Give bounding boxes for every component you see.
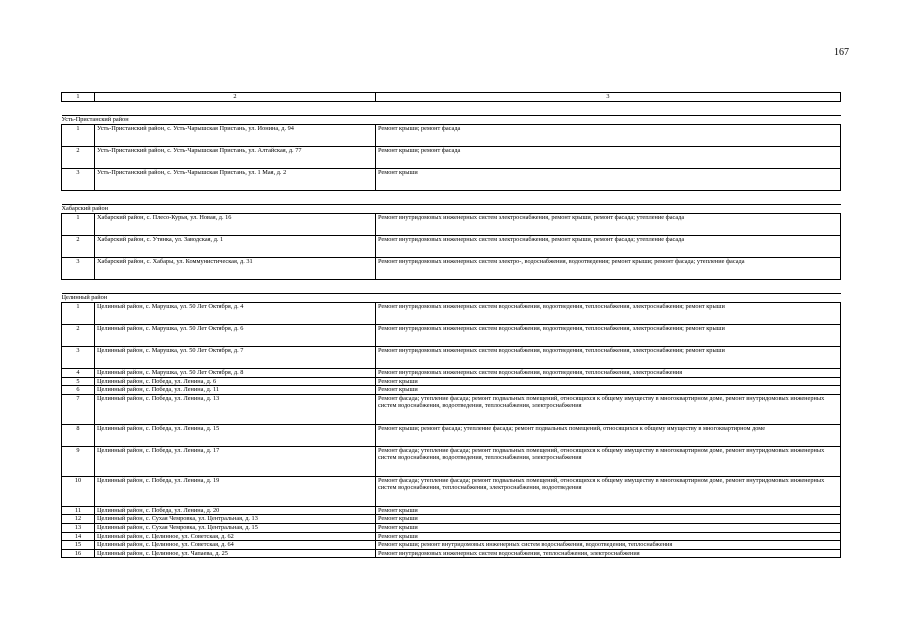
spacer-cell	[62, 280, 841, 294]
row-number: 15	[62, 541, 95, 550]
table-row	[62, 236, 841, 258]
row-address: Целинный район, с. Целинное, ул. Советская, д. 62	[95, 532, 376, 541]
table-row	[62, 303, 841, 325]
row-works: Ремонт фасада; утепление фасада; ремонт подвальных помещений, относящихся к общему имуществу в многоквартирном доме, ремонт внутридомовых инженерных систем водоснабжения, водоотведения, теплоснабжения, электроснабжения	[376, 394, 841, 424]
section-spacer	[62, 280, 841, 294]
row-address: Целинный район, с. Марушка, ул. 50 Лет Октября, д. 8	[95, 369, 376, 378]
row-number: 4	[62, 369, 95, 378]
row-works: Ремонт внутридомовых инженерных систем электро-, водоснабжения, водоотведения; ремонт крыши; ремонт фасада; утепление фасада	[376, 258, 841, 280]
row-number: 9	[62, 446, 95, 476]
table-row	[62, 147, 841, 169]
row-number: 3	[62, 258, 95, 280]
table-row	[62, 446, 841, 476]
row-address: Хабарский район, с. Плесо-Курья, ул. Новая, д. 16	[95, 214, 376, 236]
row-address: Усть-Пристанский район, с. Усть-Чарышская Пристань, ул. Алтайская, д. 77	[95, 147, 376, 169]
table-row	[62, 125, 841, 147]
row-works: Ремонт внутридомовых инженерных систем водоснабжения, водоотведения, теплоснабжения, электроснабжения; ремонт крыши	[376, 347, 841, 369]
table-row	[62, 506, 841, 515]
row-works: Ремонт крыши	[376, 506, 841, 515]
row-address: Целинный район, с. Марушка, ул. 50 Лет Октября, д. 6	[95, 325, 376, 347]
table-row	[62, 214, 841, 236]
row-number: 11	[62, 506, 95, 515]
row-address: Целинный район, с. Марушка, ул. 50 Лет Октября, д. 7	[95, 347, 376, 369]
row-works: Ремонт крыши; ремонт фасада; утепление фасада; ремонт подвальных помещений, относящихся к общему имуществу в многоквартирном доме	[376, 424, 841, 446]
row-number: 12	[62, 515, 95, 524]
table-row	[62, 394, 841, 424]
row-works: Ремонт внутридомовых инженерных систем электроснабжения, ремонт крыши, ремонт фасада; утепление фасада	[376, 236, 841, 258]
table-row	[62, 476, 841, 506]
row-address: Усть-Пристанский район, с. Усть-Чарышская Пристань, ул. Ионина, д. 94	[95, 125, 376, 147]
district-heading-row	[62, 294, 841, 303]
header-cell-address: 2	[95, 93, 376, 102]
row-works: Ремонт крыши	[376, 386, 841, 395]
spacer-cell	[62, 191, 841, 205]
repair-register-table	[61, 92, 841, 558]
row-works: Ремонт фасада; утепление фасада; ремонт подвальных помещений, относящихся к общему имуществу в многоквартирном доме, ремонт внутридомовых инженерных систем водоснабжения, теплоснабжения, электроснабжения, водоотведения	[376, 476, 841, 506]
district-heading: Хабарский район	[61, 205, 108, 212]
row-address: Целинный район, с. Целинное, ул. Чапаева, д. 25	[95, 549, 376, 558]
table-row	[62, 369, 841, 378]
row-works: Ремонт внутридомовых инженерных систем водоснабжения, водоотведения, теплоснабжения, электроснабжения; ремонт крыши	[376, 303, 841, 325]
header-row	[62, 93, 841, 102]
table-row	[62, 325, 841, 347]
table-row	[62, 549, 841, 558]
row-address: Целинный район, с. Победа, ул. Ленина, д. 17	[95, 446, 376, 476]
row-number: 7	[62, 394, 95, 424]
district-heading-row	[62, 116, 841, 125]
row-address: Целинный район, с. Победа, ул. Ленина, д. 13	[95, 394, 376, 424]
row-address: Целинный район, с. Победа, ул. Ленина, д. 6	[95, 377, 376, 386]
table-row	[62, 386, 841, 395]
table-row	[62, 515, 841, 524]
header-cell-number: 1	[62, 93, 95, 102]
table-body	[62, 93, 841, 558]
district-heading: Усть-Пристанский район	[61, 116, 129, 123]
row-address: Усть-Пристанский район, с. Усть-Чарышская Пристань, ул. 1 Мая, д. 2	[95, 169, 376, 191]
row-works: Ремонт крыши	[376, 169, 841, 191]
row-address: Целинный район, с. Победа, ул. Ленина, д. 15	[95, 424, 376, 446]
page-number: 167	[834, 47, 849, 58]
row-number: 2	[62, 236, 95, 258]
row-address: Хабарский район, с. Хабары, ул. Коммунистическая, д. 31	[95, 258, 376, 280]
table-row	[62, 377, 841, 386]
row-works: Ремонт крыши	[376, 377, 841, 386]
row-number: 5	[62, 377, 95, 386]
header-cell-works: 3	[376, 93, 841, 102]
row-works: Ремонт крыши; ремонт фасада	[376, 125, 841, 147]
row-works: Ремонт крыши; ремонт фасада	[376, 147, 841, 169]
row-address: Целинный район, с. Победа, ул. Ленина, д. 19	[95, 476, 376, 506]
row-works: Ремонт крыши	[376, 532, 841, 541]
row-number: 6	[62, 386, 95, 395]
row-address: Хабарский район, с. Утянка, ул. Заводская, д. 1	[95, 236, 376, 258]
row-works: Ремонт крыши	[376, 515, 841, 524]
table-row	[62, 169, 841, 191]
table-row	[62, 523, 841, 532]
row-works: Ремонт фасада; утепление фасада; ремонт подвальных помещений, относящихся к общему имуществу в многоквартирном доме, ремонт внутридомовых инженерных систем водоснабжения, водоотведения, теплоснабжения, электроснабжения	[376, 446, 841, 476]
section-spacer	[62, 102, 841, 116]
row-works: Ремонт внутридомовых инженерных систем водоснабжения, водоотведения, теплоснабжения, электроснабжения	[376, 369, 841, 378]
row-address: Целинный район, с. Победа, ул. Ленина, д. 20	[95, 506, 376, 515]
section-spacer	[62, 191, 841, 205]
row-number: 10	[62, 476, 95, 506]
row-number: 13	[62, 523, 95, 532]
table-row	[62, 424, 841, 446]
row-works: Ремонт внутридомовых инженерных систем водоснабжения, водоотведения, теплоснабжения, электроснабжения; ремонт крыши	[376, 325, 841, 347]
row-address: Целинный район, с. Победа, ул. Ленина, д. 11	[95, 386, 376, 395]
row-number: 16	[62, 549, 95, 558]
table-row	[62, 541, 841, 550]
row-number: 3	[62, 169, 95, 191]
row-number: 1	[62, 214, 95, 236]
district-heading-row	[62, 205, 841, 214]
row-address: Целинный район, с. Целинное, ул. Советская, д. 64	[95, 541, 376, 550]
row-number: 2	[62, 147, 95, 169]
row-works: Ремонт внутридомовых инженерных систем электроснабжения, ремонт крыши, ремонт фасада; утепление фасада	[376, 214, 841, 236]
row-number: 2	[62, 325, 95, 347]
row-number: 1	[62, 303, 95, 325]
row-number: 1	[62, 125, 95, 147]
row-address: Целинный район, с. Сухая Чемровка, ул. Центральная, д. 13	[95, 515, 376, 524]
row-address: Целинный район, с. Марушка, ул. 50 Лет Октября, д. 4	[95, 303, 376, 325]
table-row	[62, 258, 841, 280]
row-number: 8	[62, 424, 95, 446]
row-works: Ремонт крыши; ремонт внутридомовых инженерных систем водоснабжения, водоотведения, теплоснабжения	[376, 541, 841, 550]
row-works: Ремонт крыши	[376, 523, 841, 532]
row-number: 14	[62, 532, 95, 541]
row-address: Целинный район, с. Сухая Чемровка, ул. Центральная, д. 15	[95, 523, 376, 532]
row-works: Ремонт внутридомовых инженерных систем водоснабжения, теплоснабжения, электроснабжения	[376, 549, 841, 558]
spacer-cell	[62, 102, 841, 116]
district-heading: Целинный район	[61, 294, 108, 301]
table-row	[62, 347, 841, 369]
row-number: 3	[62, 347, 95, 369]
table-row	[62, 532, 841, 541]
